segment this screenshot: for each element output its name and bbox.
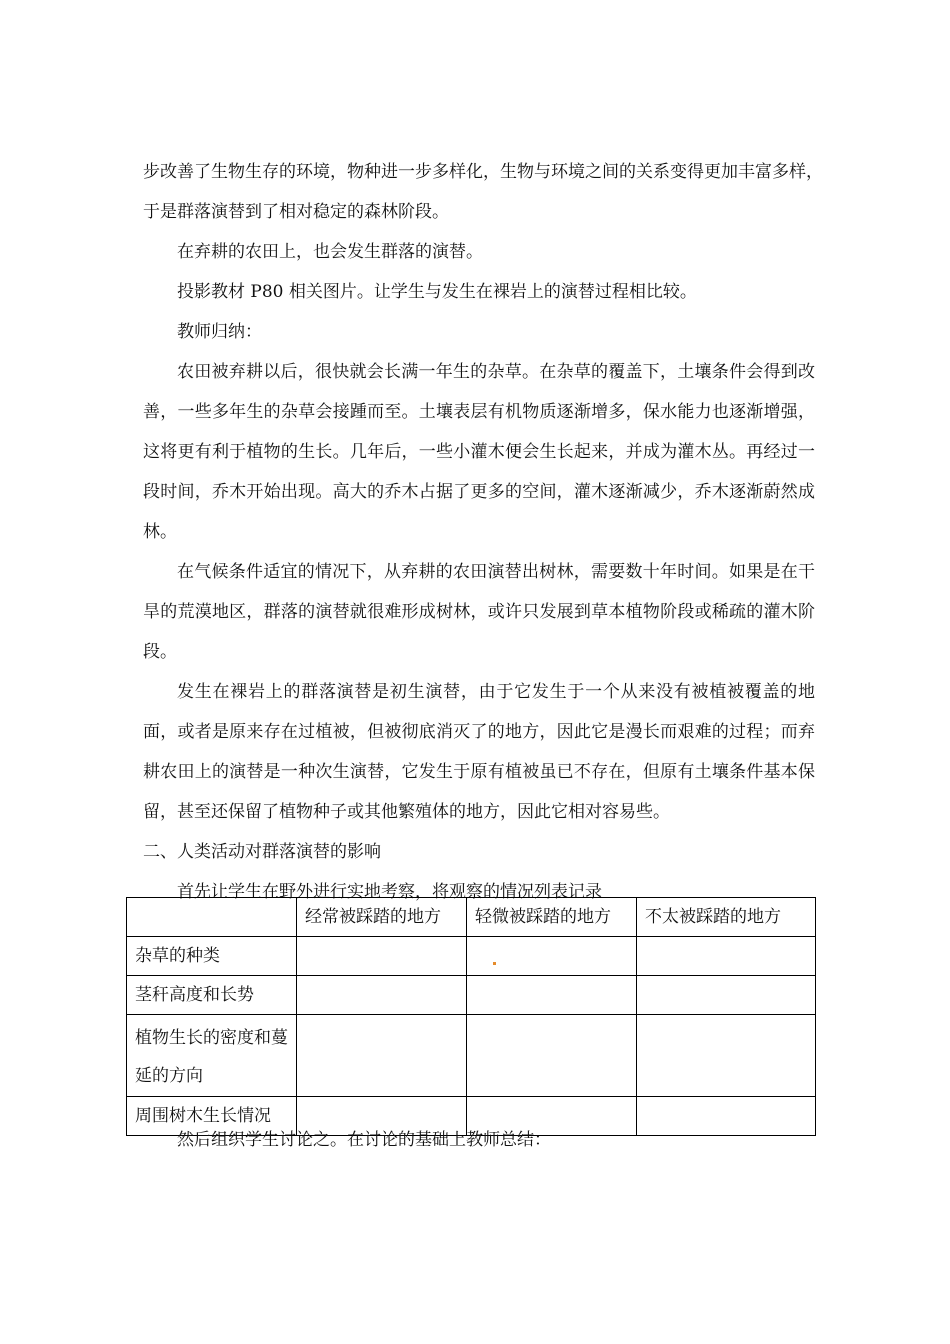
paragraph-primary-secondary-succession: 发生在裸岩上的群落演替是初生演替，由于它发生于一个从来没有被植被覆盖的地面，或者是原来存在过植被，但被彻底消灭了的地方，因此它是漫长而艰难的过程；而弃耕农田上的演替是一种次生演替，它发生于原有植被虽已不存在，但原有土壤条件基本保留，甚至还保留了植物种子或其他繁殖体的地方，因此它相对容易些。 bbox=[143, 682, 815, 822]
table-cell bbox=[467, 976, 637, 1015]
paragraph-climate-conditions: 在气候条件适宜的情况下，从弃耕的农田演替出树林，需要数十年时间。如果是在干旱的荒漠地区，群落的演替就很难形成树林，或许只发展到草本植物阶段或稀疏的灌木阶段。 bbox=[143, 562, 815, 662]
table-cell bbox=[297, 937, 467, 976]
survey-table bbox=[126, 897, 816, 1136]
table-row bbox=[127, 976, 816, 1015]
paragraph-projection: 投影教材 P80 相关图片。让学生与发生在裸岩上的演替过程相比较。 bbox=[177, 282, 697, 302]
table-cell: 茎秆高度和长势 bbox=[127, 976, 297, 1015]
paragraph-farmland-succession: 农田被弃耕以后，很快就会长满一年生的杂草。在杂草的覆盖下，土壤条件会得到改善，一些多年生的杂草会接踵而至。土壤表层有机物质逐渐增多，保水能力也逐渐增强，这将更有利于植物的生长。几年后，一些小灌木便会生长起来，并成为灌木丛。再经过一段时间，乔木开始出现。高大的乔木占据了更多的空间，灌木逐渐减少，乔木逐渐蔚然成林。 bbox=[143, 362, 815, 542]
after-table bbox=[143, 1120, 815, 1160]
paragraph-discussion: 然后组织学生讨论之。在讨论的基础上教师总结： bbox=[177, 1130, 551, 1150]
table-cell: 周围树木生长情况 bbox=[127, 1097, 297, 1136]
table-row bbox=[127, 1015, 816, 1097]
table-cell bbox=[297, 1015, 467, 1097]
table-cell bbox=[297, 976, 467, 1015]
table-cell bbox=[637, 1015, 816, 1097]
table-header-frequent: 经常被踩踏的地方 bbox=[297, 898, 467, 937]
table-header-empty bbox=[127, 898, 297, 937]
table-header-rare: 不太被踩踏的地方 bbox=[637, 898, 816, 937]
table-cell bbox=[637, 976, 816, 1015]
table-header-light: 轻微被踩踏的地方 bbox=[467, 898, 637, 937]
paragraph-teacher-summary-label: 教师归纳： bbox=[177, 322, 262, 342]
paragraph-continuation-line-2: 于是群落演替到了相对稳定的森林阶段。 bbox=[143, 202, 449, 222]
table-row bbox=[127, 937, 816, 976]
mark-dot bbox=[493, 962, 496, 965]
table-cell: 植物生长的密度和蔓延的方向 bbox=[127, 1015, 297, 1097]
paragraph-field-survey: 首先让学生在野外进行实地考察，将观察的情况列表记录 bbox=[177, 882, 602, 902]
paragraph-abandoned-farmland: 在弃耕的农田上，也会发生群落的演替。 bbox=[177, 242, 483, 262]
table-cell bbox=[467, 1015, 637, 1097]
table-cell bbox=[467, 937, 637, 976]
table-cell bbox=[637, 937, 816, 976]
document-page bbox=[135, 152, 823, 1150]
paragraph-continuation-line-1: 步改善了生物生存的环境，物种进一步多样化，生物与环境之间的关系变得更加丰富多样， bbox=[143, 162, 823, 182]
table-header-row bbox=[127, 898, 816, 937]
table-cell: 杂草的种类 bbox=[127, 937, 297, 976]
section-heading: 二、人类活动对群落演替的影响 bbox=[143, 842, 381, 862]
